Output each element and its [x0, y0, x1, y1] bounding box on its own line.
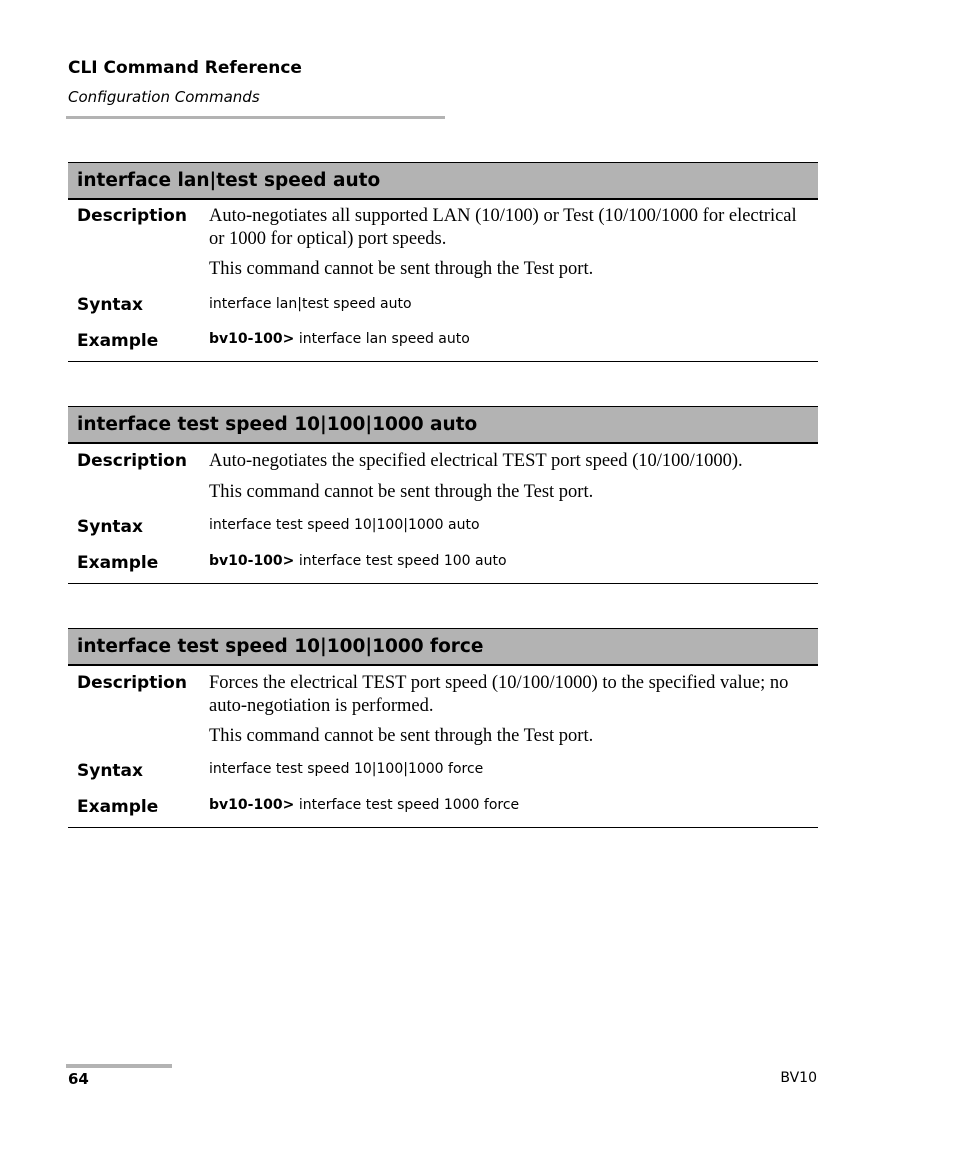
cli-prompt: bv10-100> [209, 331, 295, 347]
command-note: This command cannot be sent through the Test port. [209, 482, 594, 502]
description-label: Description [77, 451, 187, 471]
command-syntax: interface test speed 10|100|1000 auto [209, 517, 480, 533]
command-title: interface lan|test speed auto [68, 162, 818, 200]
command-example [209, 797, 519, 813]
example-command: interface lan speed auto [298, 331, 470, 347]
command-block-1 [68, 162, 818, 362]
example-label: Example [77, 797, 159, 817]
command-syntax: interface lan|test speed auto [209, 296, 412, 312]
description-label: Description [77, 206, 187, 226]
command-note: This command cannot be sent through the Test port. [209, 259, 594, 279]
header-rule [66, 116, 445, 119]
product-name: BV10 [780, 1070, 817, 1086]
footer-rule [66, 1064, 172, 1068]
page-number: 64 [68, 1070, 89, 1088]
command-example [209, 553, 507, 569]
command-title: interface test speed 10|100|1000 auto [68, 406, 818, 444]
command-note: This command cannot be sent through the Test port. [209, 726, 594, 746]
running-header-subtitle: Configuration Commands [68, 88, 260, 106]
example-command: interface test speed 100 auto [298, 553, 507, 569]
cli-prompt: bv10-100> [209, 553, 295, 569]
example-label: Example [77, 553, 159, 573]
syntax-label: Syntax [77, 517, 143, 537]
command-description: Forces the electrical TEST port speed (10/100/1000) to the specified value; no auto-negotiation is performed. [209, 673, 789, 716]
command-title: interface test speed 10|100|1000 force [68, 628, 818, 666]
running-header-title: CLI Command Reference [68, 58, 302, 78]
syntax-label: Syntax [77, 295, 143, 315]
cli-prompt: bv10-100> [209, 797, 295, 813]
command-description: Auto-negotiates the specified electrical TEST port speed (10/100/1000). [209, 451, 743, 471]
syntax-label: Syntax [77, 761, 143, 781]
example-label: Example [77, 331, 159, 351]
example-command: interface test speed 1000 force [298, 797, 520, 813]
command-block-3 [68, 628, 818, 828]
command-description: Auto-negotiates all supported LAN (10/100) or Test (10/100/1000 for electrical or 1000 for optical) port speeds. [209, 206, 797, 249]
command-syntax: interface test speed 10|100|1000 force [209, 761, 484, 777]
command-example [209, 331, 470, 347]
command-block-2 [68, 406, 818, 584]
description-label: Description [77, 673, 187, 693]
